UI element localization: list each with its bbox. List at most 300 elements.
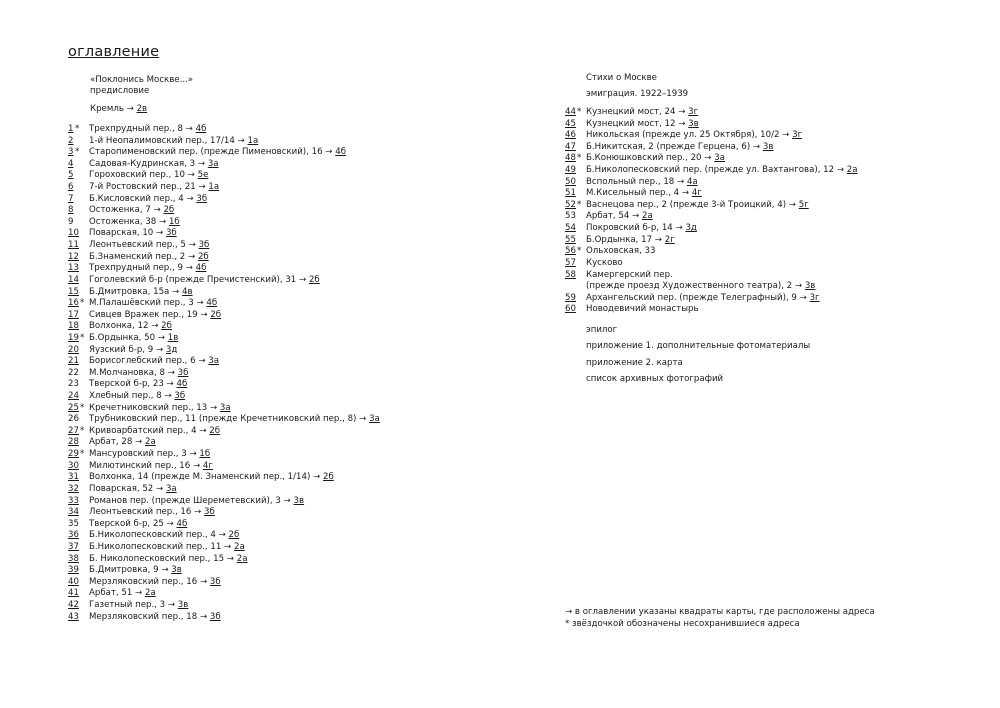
map-square-ref: 2б [163, 205, 175, 216]
arrow-glyph: → [221, 541, 234, 552]
map-square-ref: 2г [664, 234, 675, 245]
arrow-glyph: → [126, 104, 134, 114]
arrow-glyph: → [158, 565, 172, 576]
entry-body [89, 159, 219, 171]
arrow-glyph: → [629, 211, 642, 222]
entry-address: Кузнецкий мост, 12 [586, 118, 676, 129]
entry-number: 14 [68, 274, 79, 285]
entry-number: 57 [565, 257, 576, 268]
map-square-ref: 3а [165, 483, 177, 494]
arrow-glyph: → [207, 402, 220, 413]
entry-address: Б.Дмитровка, 9 [89, 565, 159, 576]
arrow-glyph: → [161, 391, 175, 402]
entry-address: Леонтьевский пер., 5 [89, 240, 186, 251]
entry-address: Волхонка, 14 (прежде М. Знаменский пер., 1/14) [89, 472, 311, 483]
entry-body [89, 263, 206, 275]
entry-address: Поварская, 10 [89, 228, 154, 239]
entry-body [89, 252, 209, 264]
arrow-glyph: → [197, 309, 211, 320]
map-square-ref: 3в [762, 141, 774, 152]
arrow-glyph: → [834, 165, 847, 176]
entry-address: Гоголевский б-р (прежде Пречистенский), 31 [89, 274, 297, 285]
map-square-ref: 3б [165, 228, 177, 239]
star-marker: * [577, 107, 582, 117]
entry-body [89, 333, 178, 345]
entry-address: Мерзляковский пер., 18 [89, 611, 198, 622]
entry-number: 20 [68, 344, 79, 355]
entry-body [89, 170, 208, 182]
map-square-ref: 5е [197, 170, 209, 181]
entry-body [89, 519, 187, 531]
entry-number: 45 [565, 118, 576, 129]
entry-body [89, 507, 215, 519]
entry-address: Б.Ордынка, 50 [89, 332, 156, 343]
entry-number: 22 [68, 367, 79, 378]
right-head-subtitle: эмиграция. 1922–1939 [586, 89, 689, 99]
entry-body [586, 200, 809, 212]
entry-body [89, 275, 320, 287]
entry-address: М.Кисельный пер., 4 [586, 188, 680, 199]
map-square-ref: 2а [144, 588, 156, 599]
map-square-ref: 1а [208, 182, 220, 193]
entry-number: 46 [565, 130, 576, 141]
map-square-ref: 3а [219, 402, 231, 413]
entry-number: 29 [68, 449, 79, 460]
entry-address: Б.Ордынка, 17 [586, 234, 653, 245]
entry-body [586, 246, 655, 258]
entry-address: Садовая-Кудринская, 3 [89, 158, 196, 169]
entry-address: Никольская (прежде ул. 25 Октября), 10/2 [586, 130, 780, 141]
map-square-ref: 4в [182, 286, 193, 297]
arrow-glyph: → [190, 460, 203, 471]
entry-number: 16 [68, 298, 79, 309]
entry-address: Б.Знаменский пер., 2 [89, 251, 186, 262]
entry-address: Камергерский пер. [586, 269, 673, 280]
map-square-ref: 2б [161, 321, 172, 332]
arrow-glyph: → [792, 281, 805, 292]
entry-address: Яузский б-р, 9 [89, 344, 154, 355]
map-square-ref: 3б [196, 193, 208, 204]
entry-address: Кузнецкий мост, 24 [586, 107, 676, 117]
entry-address: Архангельский пер. (прежде Телеграфный), 9 [586, 292, 797, 303]
arrow-glyph: → [193, 298, 207, 309]
arrow-glyph: → [191, 507, 205, 518]
entry-number: 32 [68, 483, 79, 494]
map-square-ref: 3д [685, 223, 697, 234]
arrow-glyph: → [796, 292, 810, 303]
entry-number: 7 [68, 193, 74, 204]
map-square-ref: 4б [335, 147, 347, 158]
entry-body [586, 270, 673, 282]
arrow-glyph: → [148, 321, 162, 332]
entry-address: Старопименовский пер. (прежде Пименовский), 16 [89, 147, 323, 158]
arrow-glyph: → [779, 130, 793, 141]
entry-number: 30 [68, 460, 79, 471]
entry-number: 39 [68, 565, 79, 576]
entry-number: 5 [68, 170, 74, 181]
arrow-glyph: → [156, 216, 169, 227]
entry-body [586, 258, 623, 270]
entry-number: 60 [565, 304, 576, 315]
entry-number: 56 [565, 246, 576, 257]
entry-address: Волхонка, 12 [89, 321, 149, 332]
entry-address: Васнецова пер., 2 (прежде 3-й Троицкий, 4) [586, 199, 787, 210]
entry-address: Романов пер. (прежде Шереметевский), 3 [89, 495, 281, 506]
entry-body [89, 310, 221, 322]
entry-body [586, 235, 675, 247]
entry-number: 1 [68, 124, 74, 134]
entry-number: 8 [68, 205, 74, 216]
entry-body [89, 368, 188, 380]
entry-body [89, 577, 221, 589]
entry-body [586, 165, 858, 177]
entry-number: 26 [68, 414, 79, 425]
entry-body [89, 240, 209, 252]
entry-body [89, 530, 239, 542]
entry-number: 52 [565, 199, 576, 210]
arrow-glyph: → [186, 449, 200, 460]
entry-address: Трехпрудный пер., 9 [89, 263, 183, 274]
appendix-list [586, 322, 810, 388]
entry-body [89, 612, 221, 624]
entry-number: 40 [68, 576, 79, 587]
entry-body [586, 153, 725, 165]
entry-address: Хлебный пер., 8 [89, 391, 162, 402]
entry-number: 13 [68, 263, 79, 274]
entry-number: 48 [565, 153, 576, 164]
entry-body [89, 496, 304, 508]
star-marker: * [75, 147, 80, 158]
entry-number: 59 [565, 292, 576, 303]
arrow-glyph: → [184, 170, 198, 181]
entry-address: Милютинский пер., 16 [89, 460, 191, 471]
entry-body [89, 484, 177, 496]
entry-body [586, 177, 698, 189]
entry-address: Покровский б-р, 14 [586, 223, 673, 234]
arrow-glyph: → [672, 223, 686, 234]
star-marker: * [75, 124, 80, 134]
legend [565, 607, 875, 630]
entry-number: 18 [68, 321, 79, 332]
map-square-ref: 4б [206, 298, 218, 309]
entry-number: 28 [68, 437, 79, 448]
arrow-glyph: → [153, 228, 166, 239]
entry-number: 42 [68, 599, 79, 610]
star-marker: * [577, 199, 582, 210]
entry-number: 35 [68, 518, 79, 529]
entry-body [89, 379, 187, 391]
entry-number: 9 [68, 216, 74, 227]
map-square-ref: 3б [198, 240, 210, 251]
arrow-glyph: → [195, 356, 209, 367]
entry-body [89, 228, 177, 240]
appendix-item: приложение 2. карта [586, 357, 683, 368]
entry-body [89, 205, 174, 217]
entry-body [586, 119, 699, 131]
map-square-ref: 3в [804, 281, 816, 292]
map-square-ref: 4б [195, 124, 207, 134]
arrow-glyph: → [750, 141, 763, 152]
map-square-ref: 3в [171, 565, 182, 576]
entry-body [89, 461, 213, 473]
entry-number: 49 [565, 165, 576, 176]
map-square-ref: 1в [167, 332, 179, 343]
entry-body [89, 414, 380, 426]
entry-address: Арбат, 28 [89, 437, 133, 448]
map-square-ref: 1б [168, 216, 180, 227]
map-square-ref: 3в [688, 118, 699, 129]
entry-address: Кречетниковский пер., 13 [89, 402, 208, 413]
entry-address: 7-й Ростовский пер., 21 [89, 182, 196, 193]
map-square-ref: 3в [293, 495, 305, 506]
appendix-item: список архивных фотографий [586, 374, 724, 385]
map-square-ref: 2б [308, 274, 320, 285]
entry-address: (прежде проезд Художественного театра), 2 [586, 281, 793, 292]
star-marker: * [577, 153, 582, 164]
map-square-ref: 3а [369, 414, 380, 425]
arrow-glyph: → [224, 553, 237, 564]
map-square-ref: 2а [846, 165, 858, 176]
entry-number: 19 [68, 332, 79, 343]
entry-address: Гороховский пер., 10 [89, 170, 185, 181]
entry-address: Борисоглебский пер., 6 [89, 356, 196, 367]
map-square-ref: 2б [209, 425, 221, 436]
arrow-glyph: → [155, 332, 168, 343]
entry-address: Б.Николопесковский пер., 4 [89, 530, 216, 541]
arrow-glyph: → [674, 176, 687, 187]
arrow-glyph: → [153, 344, 166, 355]
entry-body [89, 194, 207, 206]
star-marker: * [80, 449, 85, 460]
entry-number: 51 [565, 188, 576, 199]
arrow-glyph: → [182, 263, 196, 274]
entry-number: 27 [68, 425, 79, 436]
arrow-glyph: → [196, 425, 210, 436]
entry-body [586, 142, 773, 154]
entry-body [89, 356, 219, 368]
arrow-glyph: → [679, 188, 692, 199]
entry-address: Б. Николопесковский пер., 15 [89, 553, 225, 564]
entry-address: Б.Конюшковский пер., 20 [586, 153, 702, 164]
map-square-ref: 3д [165, 344, 178, 355]
entry-address: Б.Николопесковский пер. (прежде ул. Вахтангова), 12 [586, 165, 835, 176]
entry-address: Поварская, 52 [89, 483, 154, 494]
entry-body [586, 293, 820, 305]
entry-address: Б.Дмитровка, 15а [89, 286, 170, 297]
entry-body [586, 223, 697, 235]
entry-address: Остоженка, 7 [89, 205, 151, 216]
intro-quote: «Поклонись Москве...» [90, 75, 194, 85]
entry-number: 53 [565, 211, 576, 222]
entry-address: Мерзляковский пер., 16 [89, 576, 198, 587]
entry-address: Трубниковский пер., 11 (прежде Кречетниковский пер., 8) [89, 414, 357, 425]
entry-body [586, 211, 653, 223]
star-marker: * [80, 332, 85, 343]
kremlin-text: Кремль [90, 104, 124, 114]
entry-body [586, 304, 699, 316]
map-square-ref: 2б [197, 251, 209, 262]
kremlin-ref: 2в [136, 104, 148, 114]
entry-address: Сивцев Вражек пер., 19 [89, 309, 198, 320]
page-title: оглавление [68, 44, 160, 60]
appendix-item: приложение 1. дополнительные фотоматериалы [586, 341, 811, 352]
arrow-glyph: → [195, 182, 209, 193]
right-head-title: Стихи о Москве [586, 73, 657, 83]
arrow-glyph: → [356, 414, 370, 425]
map-square-ref: 3в [177, 599, 189, 610]
arrow-glyph: → [197, 611, 210, 622]
arrow-glyph: → [675, 107, 689, 117]
entry-body [89, 403, 231, 415]
arrow-glyph: → [185, 240, 199, 251]
map-square-ref: 4б [195, 263, 207, 274]
arrow-glyph: → [182, 124, 196, 134]
map-square-ref: 5г [798, 199, 809, 210]
arrow-glyph: → [652, 234, 665, 245]
arrow-glyph: → [310, 472, 323, 483]
entry-number: 23 [68, 379, 79, 390]
entry-number: 2 [68, 135, 74, 146]
arrow-glyph: → [165, 599, 178, 610]
arrow-glyph: → [296, 274, 309, 285]
entry-number: 25 [68, 402, 79, 413]
entry-address: Б.Никитская, 2 (прежде Герцена, 6) [586, 141, 751, 152]
entry-address: Остоженка, 38 [89, 216, 157, 227]
entry-body [89, 345, 177, 357]
map-square-ref: 3б [204, 507, 215, 518]
map-square-ref: 3а [207, 158, 219, 169]
entry-number: 12 [68, 251, 79, 262]
entry-number: 6 [68, 182, 74, 193]
entry-number: 44 [565, 107, 576, 117]
map-square-ref: 2б [228, 530, 240, 541]
entry-address: Б.Николопесковский пер., 11 [89, 541, 222, 552]
appendix-item: эпилог [586, 325, 618, 335]
entry-body [89, 321, 172, 333]
star-marker: * [577, 246, 582, 257]
entry-body [89, 182, 219, 194]
arrow-glyph: → [163, 518, 177, 529]
entry-address: Леонтьевский пер., 16 [89, 507, 192, 518]
arrow-glyph: → [234, 135, 248, 146]
entry-number: 15 [68, 286, 79, 297]
map-square-ref: 3г [809, 292, 820, 303]
map-square-ref: 3а [714, 153, 725, 164]
arrow-glyph: → [185, 251, 198, 262]
entry-body [586, 188, 702, 200]
map-square-ref: 2а [144, 437, 156, 448]
entry-body [586, 107, 698, 119]
arrow-glyph: → [132, 588, 145, 599]
entry-number: 37 [68, 541, 79, 552]
entry-body [586, 281, 815, 293]
arrow-glyph: → [164, 367, 178, 378]
legend-star-note: * звёздочкой обозначены несохранившиеся адреса [565, 618, 800, 629]
entry-address: Тверской б-р, 23 [89, 379, 164, 390]
entry-address: Арбат, 51 [89, 588, 133, 599]
entry-number: 31 [68, 472, 79, 483]
arrow-glyph: → [197, 576, 210, 587]
entry-address: Мансуровский пер., 3 [89, 449, 187, 460]
star-marker: * [80, 402, 85, 413]
entry-address: Газетный пер., 3 [89, 599, 166, 610]
star-marker: * [80, 298, 85, 309]
entry-number: 17 [68, 309, 79, 320]
arrow-glyph: → [163, 379, 177, 390]
entry-address: Тверской б-р, 25 [89, 518, 164, 529]
entry-body [89, 565, 182, 577]
map-square-ref: 4г [202, 460, 213, 471]
entry-body [89, 449, 210, 461]
arrow-glyph: → [183, 193, 197, 204]
arrow-glyph: → [280, 495, 294, 506]
map-square-ref: 2а [234, 541, 245, 552]
map-square-ref: 4б [176, 379, 188, 390]
entry-body [89, 124, 206, 136]
arrow-glyph: → [786, 199, 799, 210]
intro-block [90, 75, 193, 97]
map-square-ref: 3а [208, 356, 220, 367]
arrow-glyph: → [195, 158, 208, 169]
entry-number: 54 [565, 223, 576, 234]
map-square-ref: 2б [210, 309, 222, 320]
map-square-ref: 2а [641, 211, 653, 222]
arrow-glyph: → [150, 205, 164, 216]
entry-address: Арбат, 54 [586, 211, 630, 222]
entry-address: Б.Кисловский пер., 4 [89, 193, 184, 204]
arrow-glyph: → [153, 483, 166, 494]
kremlin-entry [90, 104, 147, 114]
entry-number: 3 [68, 147, 74, 158]
arrow-glyph: → [322, 147, 336, 158]
map-square-ref: 1б [199, 449, 211, 460]
entry-address: Трехпрудный пер., 8 [89, 124, 183, 134]
entry-body [89, 600, 188, 612]
star-marker: * [80, 425, 85, 436]
arrow-glyph: → [132, 437, 145, 448]
entry-number: 38 [68, 553, 79, 564]
arrow-glyph: → [675, 118, 689, 129]
entry-number: 47 [565, 141, 576, 152]
map-square-ref: 3г [688, 107, 699, 117]
entry-number: 33 [68, 495, 79, 506]
entry-body [89, 437, 156, 449]
entry-number: 11 [68, 240, 79, 251]
entry-body [89, 147, 346, 159]
map-square-ref: 3б [177, 367, 189, 378]
entry-body [89, 588, 156, 600]
map-square-ref: 3б [209, 576, 221, 587]
entry-body [586, 130, 802, 142]
map-square-ref: 4б [176, 518, 188, 529]
entry-number: 4 [68, 158, 74, 169]
entry-body [89, 136, 258, 148]
entry-number: 34 [68, 507, 79, 518]
entry-body [89, 298, 217, 310]
entry-body [89, 391, 185, 403]
entry-number: 58 [565, 269, 576, 280]
entry-body [89, 217, 180, 229]
entry-address: Вспольный пер., 18 [586, 176, 675, 187]
entry-address: Кривоарбатский пер., 4 [89, 425, 197, 436]
entry-body [89, 426, 220, 438]
entry-number: 21 [68, 356, 79, 367]
entry-address: Новодевичий монастырь [586, 304, 699, 315]
entry-body [89, 287, 193, 299]
entry-number: 55 [565, 234, 576, 245]
map-square-ref: 1а [247, 135, 259, 146]
entry-number: 10 [68, 228, 79, 239]
